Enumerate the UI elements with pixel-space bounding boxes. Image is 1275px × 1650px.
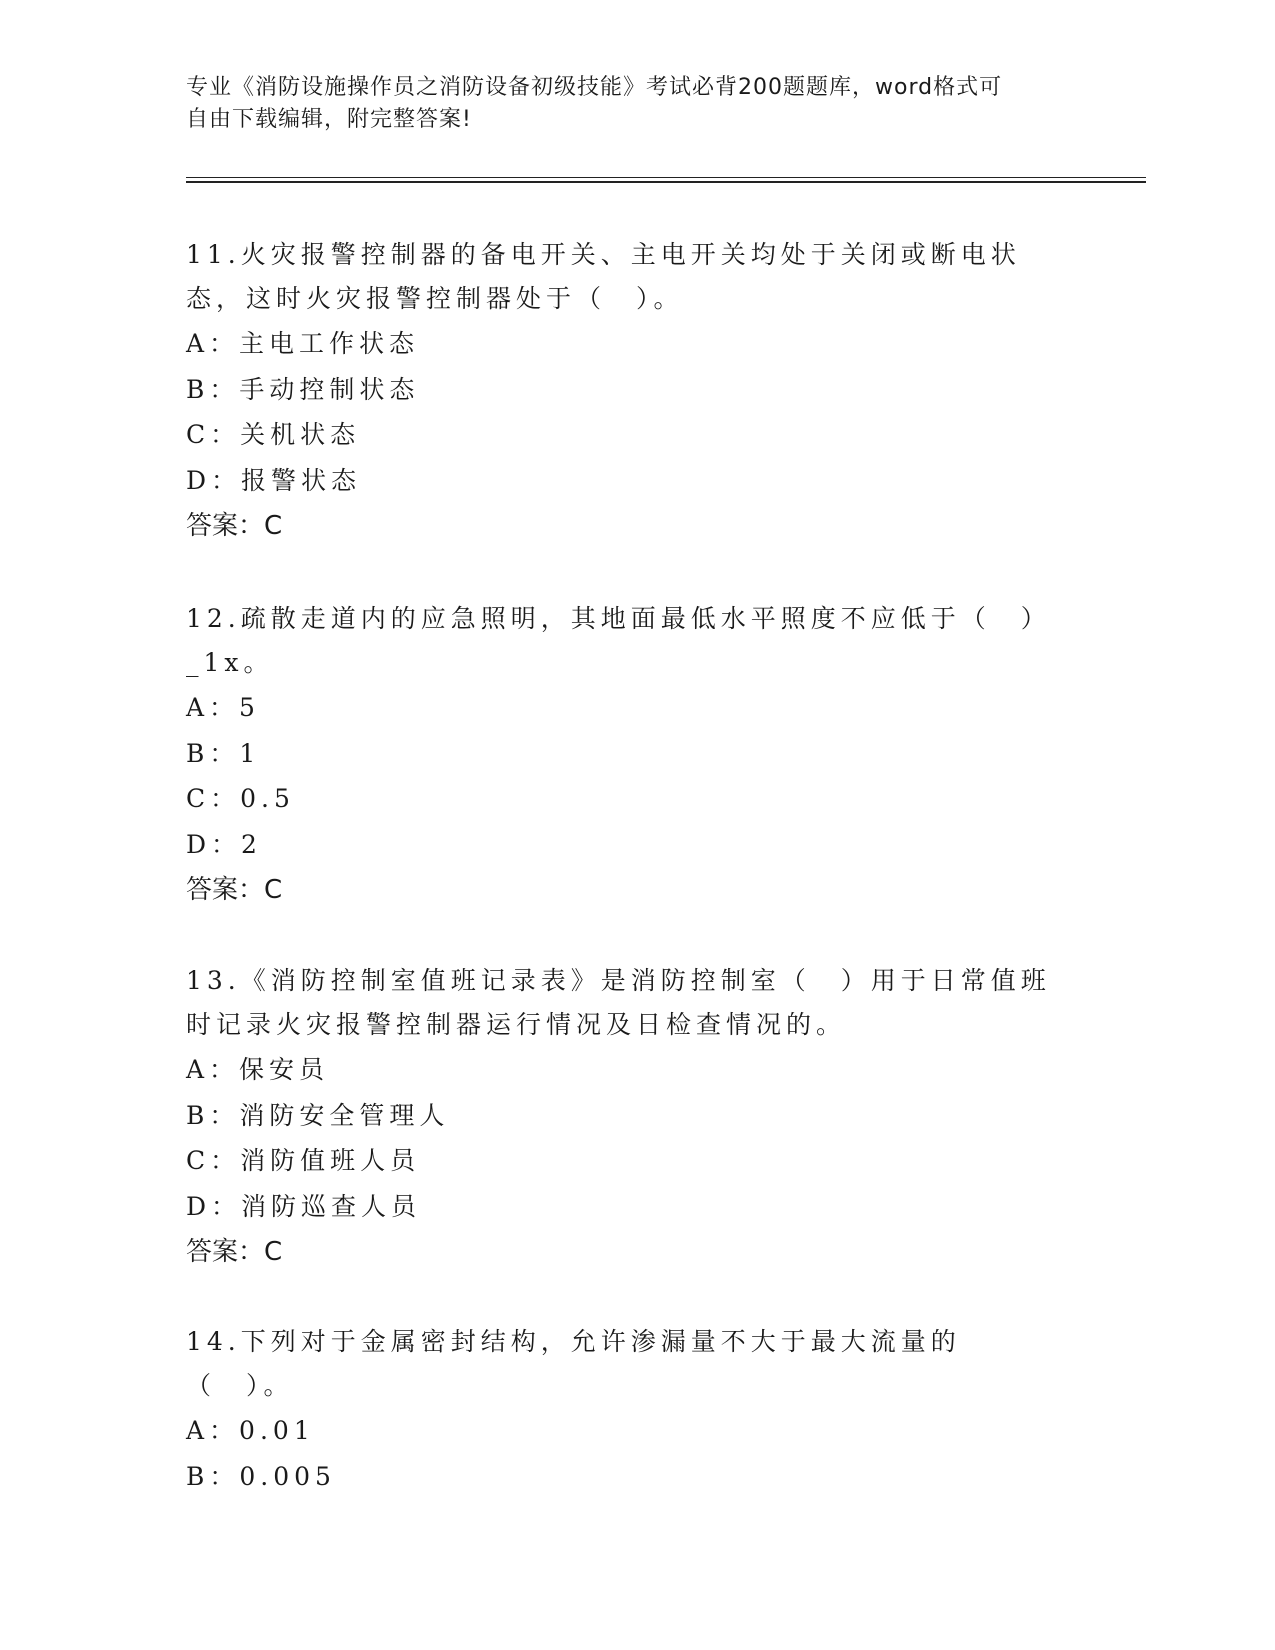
option-c: C：0.5 [186,784,295,813]
header-divider-thin [186,177,1146,178]
option-c: C：关机状态 [186,420,361,449]
option-a: A：保安员 [186,1055,330,1084]
question-14 [186,1320,1066,1499]
option-c: C：消防值班人员 [186,1146,421,1175]
question-13 [186,959,1066,1275]
header-line-1: 专业《消防设施操作员之消防设备初级技能》考试必背200题题库，word格式可 [186,75,1003,100]
answer-line: 答案：C [186,511,283,541]
question-11 [186,233,1066,549]
option-b: B：1 [186,738,261,768]
question-stem: 12.疏散走道内的应急照明，其地面最低水平照度不应低于（ ）_1x。 [186,604,1051,677]
option-a: A：5 [186,693,260,722]
answer-line: 答案：C [186,875,283,905]
question-12 [186,597,1066,913]
question-stem: 13.《消防控制室值班记录表》是消防控制室（ ）用于日常值班时记录火灾报警控制器运行情况及日检查情况的。 [186,966,1051,1039]
option-a: A：0.01 [186,1416,315,1445]
option-d: D：消防巡查人员 [186,1191,422,1221]
option-b: B：0.005 [186,1461,336,1491]
document-header [186,72,1066,136]
header-divider-thick [186,181,1146,183]
option-a: A：主电工作状态 [186,329,420,358]
question-stem: 11.火灾报警控制器的备电开关、主电开关均处于关闭或断电状态，这时火灾报警控制器处于（ ）。 [186,240,1021,313]
answer-line: 答案：C [186,1237,283,1267]
header-line-2: 自由下载编辑，附完整答案! [186,107,472,132]
option-d: D：2 [186,829,262,859]
option-b: B：手动控制状态 [186,374,420,404]
option-b: B：消防安全管理人 [186,1100,450,1130]
option-d: D：报警状态 [186,465,362,495]
question-stem: 14.下列对于金属密封结构，允许渗漏量不大于最大流量的（ ）。 [186,1327,961,1400]
